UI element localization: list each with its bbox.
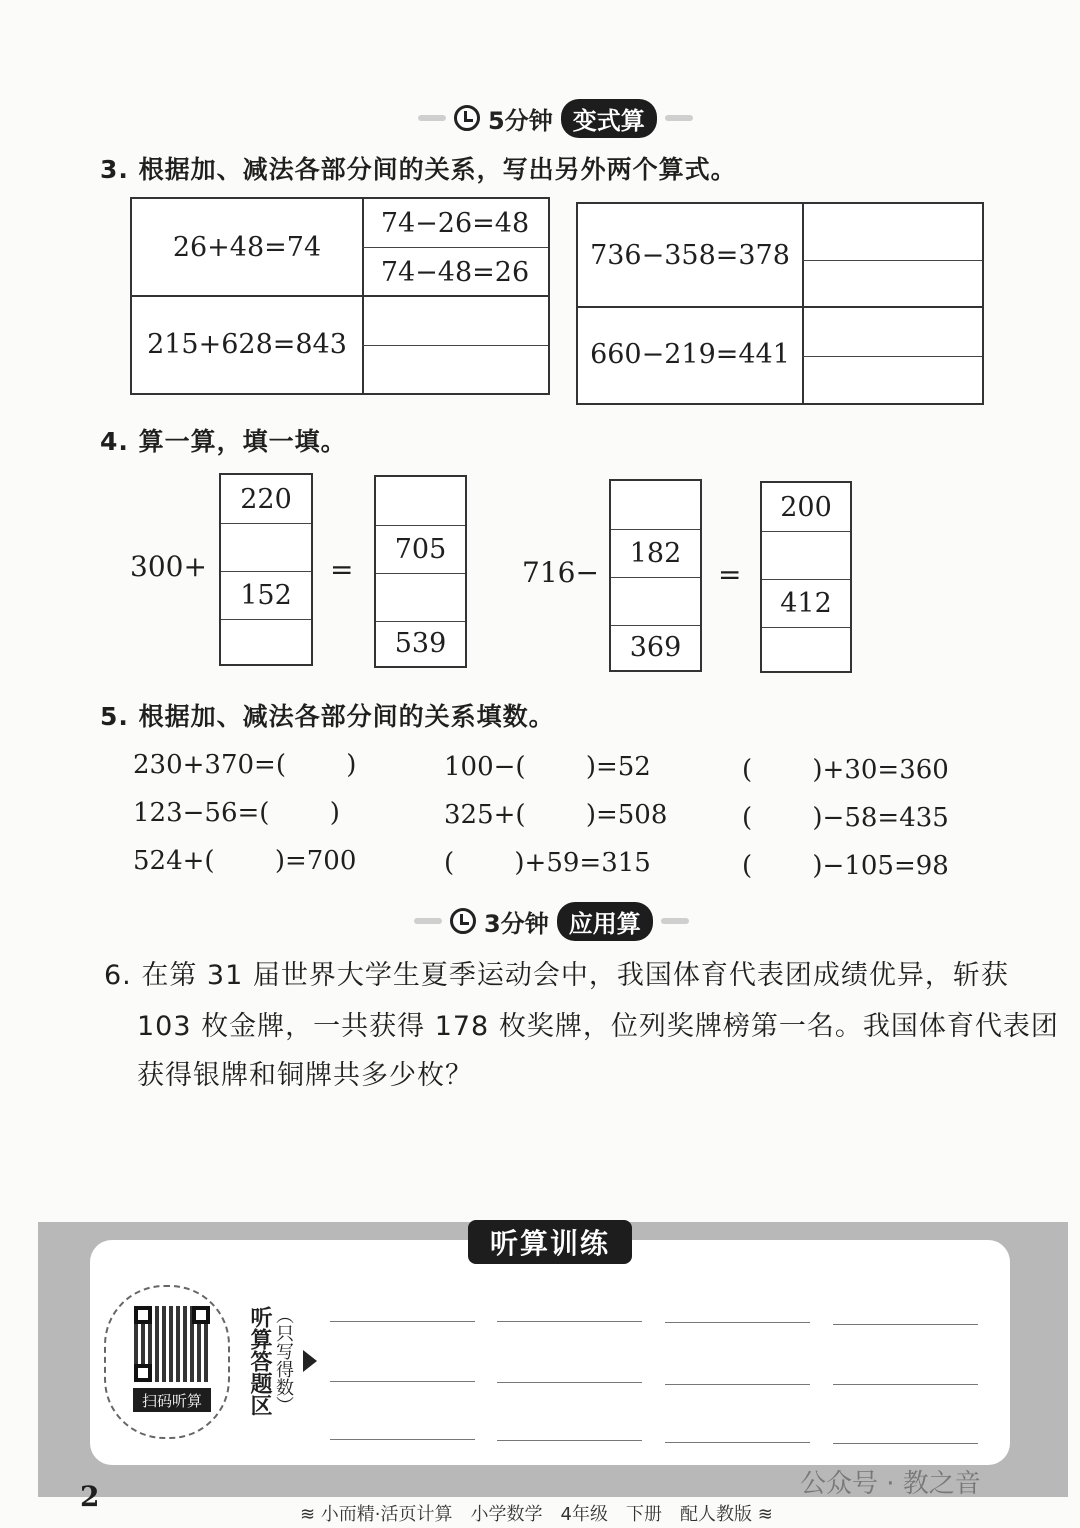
banner-tag: 应用算 (557, 902, 653, 941)
operand-cell[interactable]: 220 (221, 475, 311, 524)
clock-icon (450, 908, 476, 934)
answer-cell[interactable] (802, 204, 982, 254)
q3-right-table (576, 202, 984, 405)
fill-equation[interactable]: 524+( )=700 (133, 846, 357, 876)
answer-cell[interactable] (802, 262, 982, 306)
cell-divider (802, 260, 982, 261)
fill-equation[interactable]: ( )+59=315 (444, 848, 651, 878)
result-cell[interactable]: 705 (376, 525, 465, 574)
banner-dash (414, 918, 442, 924)
banner-dash (418, 115, 446, 121)
q4-left-operand-column (219, 473, 313, 666)
answer-line[interactable] (497, 1382, 642, 1383)
q4-title: 4. 算一算，填一填。 (100, 427, 347, 456)
operand-cell[interactable]: 182 (611, 529, 700, 578)
clock-icon (454, 105, 480, 131)
answer-line[interactable] (330, 1381, 475, 1382)
result-cell[interactable] (762, 531, 850, 580)
arrow-right-icon (303, 1350, 317, 1372)
q4-right-prefix: 716− (522, 556, 599, 589)
result-cell[interactable]: 200 (762, 483, 850, 532)
q6-line: 103 枚金牌，一共获得 178 枚奖牌，位列奖牌榜第一名。我国体育代表团 (137, 1011, 1059, 1042)
fill-equation[interactable]: 230+370=( ) (133, 750, 357, 780)
table-row (578, 306, 982, 403)
qr-scan-label: 扫码听算 (133, 1388, 211, 1412)
q5-title: 5. 根据加、减法各部分间的关系填数。 (100, 702, 555, 731)
banner-dash (661, 918, 689, 924)
given-equation: 215+628=843 (132, 295, 364, 393)
banner-minutes: 3分钟 (484, 909, 549, 938)
section-banner-application (414, 903, 689, 939)
answer-line[interactable] (497, 1440, 642, 1441)
q4-left-result-column (374, 475, 467, 668)
fill-equation[interactable]: ( )+30=360 (742, 755, 949, 785)
answer-cell[interactable] (802, 358, 982, 403)
q6-line: 6. 在第 31 届世界大学生夏季运动会中，我国体育代表团成绩优异，斩获 (104, 960, 1009, 991)
operand-cell[interactable] (611, 481, 700, 530)
q4-left-prefix: 300+ (130, 550, 207, 583)
given-equation: 26+48=74 (132, 199, 364, 295)
listening-title: 听算训练 (468, 1220, 632, 1264)
operand-cell[interactable]: 369 (629, 632, 682, 663)
fill-equation[interactable]: 100−( )=52 (444, 752, 651, 782)
answer-area-label: 听算答题区 (247, 1306, 272, 1416)
table-row (132, 295, 548, 393)
table-row (132, 199, 548, 297)
fill-equation[interactable]: 123−56=( ) (133, 798, 340, 828)
operand-cell[interactable] (221, 523, 311, 572)
answer-line[interactable] (665, 1442, 810, 1443)
section-banner-variant (418, 100, 693, 136)
answer-cell[interactable] (362, 295, 548, 343)
answer-cell[interactable]: 74−48=26 (380, 256, 530, 288)
cell-divider (362, 247, 548, 248)
answer-line[interactable] (330, 1439, 475, 1440)
given-equation: 660−219=441 (578, 306, 804, 403)
equals-sign: = (330, 553, 354, 586)
answer-line[interactable] (665, 1384, 810, 1385)
banner-dash (665, 115, 693, 121)
result-cell[interactable] (376, 477, 465, 526)
result-cell[interactable]: 412 (762, 579, 850, 628)
qr-finder (134, 1364, 152, 1382)
page-number: 2 (80, 1480, 100, 1513)
answer-line[interactable] (833, 1384, 978, 1385)
answer-line[interactable] (665, 1322, 810, 1323)
answer-cell[interactable] (802, 306, 982, 354)
cell-divider (802, 356, 982, 357)
qr-finder (134, 1306, 152, 1324)
result-cell[interactable]: 539 (394, 628, 447, 659)
q3-title: 3. 根据加、减法各部分间的关系，写出另外两个算式。 (100, 155, 737, 184)
table-row (578, 204, 982, 308)
equals-sign: = (718, 558, 742, 591)
q4-right-operand-column (609, 479, 702, 672)
qr-finder (192, 1306, 210, 1324)
banner-tag: 变式算 (561, 99, 657, 138)
answer-cell[interactable] (362, 347, 548, 393)
operand-cell[interactable] (611, 577, 700, 626)
banner-minutes: 5分钟 (488, 106, 553, 135)
watermark: 公众号 · 教之音 (800, 1469, 981, 1499)
result-cell[interactable] (376, 573, 465, 622)
answer-line[interactable] (833, 1324, 978, 1325)
cell-divider (362, 345, 548, 346)
answer-line[interactable] (330, 1321, 475, 1322)
result-cell[interactable] (762, 627, 850, 671)
answer-cell[interactable]: 74−26=48 (380, 207, 530, 239)
q6-line: 获得银牌和铜牌共多少枚？ (137, 1060, 473, 1091)
answer-line[interactable] (833, 1443, 978, 1444)
fill-equation[interactable]: ( )−105=98 (742, 851, 949, 881)
fill-equation[interactable]: ( )−58=435 (742, 803, 949, 833)
q4-right-result-column (760, 481, 852, 673)
fill-equation[interactable]: 325+( )=508 (444, 800, 668, 830)
footer-text: ≋ 小而精·活页计算 小学数学 4年级 下册 配人教版 ≋ (300, 1504, 773, 1525)
given-equation: 736−358=378 (578, 204, 804, 306)
q3-left-table (130, 197, 550, 395)
operand-cell[interactable]: 152 (221, 571, 311, 620)
answer-area-note: （只写得数） (273, 1306, 294, 1414)
answer-line[interactable] (497, 1321, 642, 1322)
operand-cell[interactable] (221, 619, 311, 664)
